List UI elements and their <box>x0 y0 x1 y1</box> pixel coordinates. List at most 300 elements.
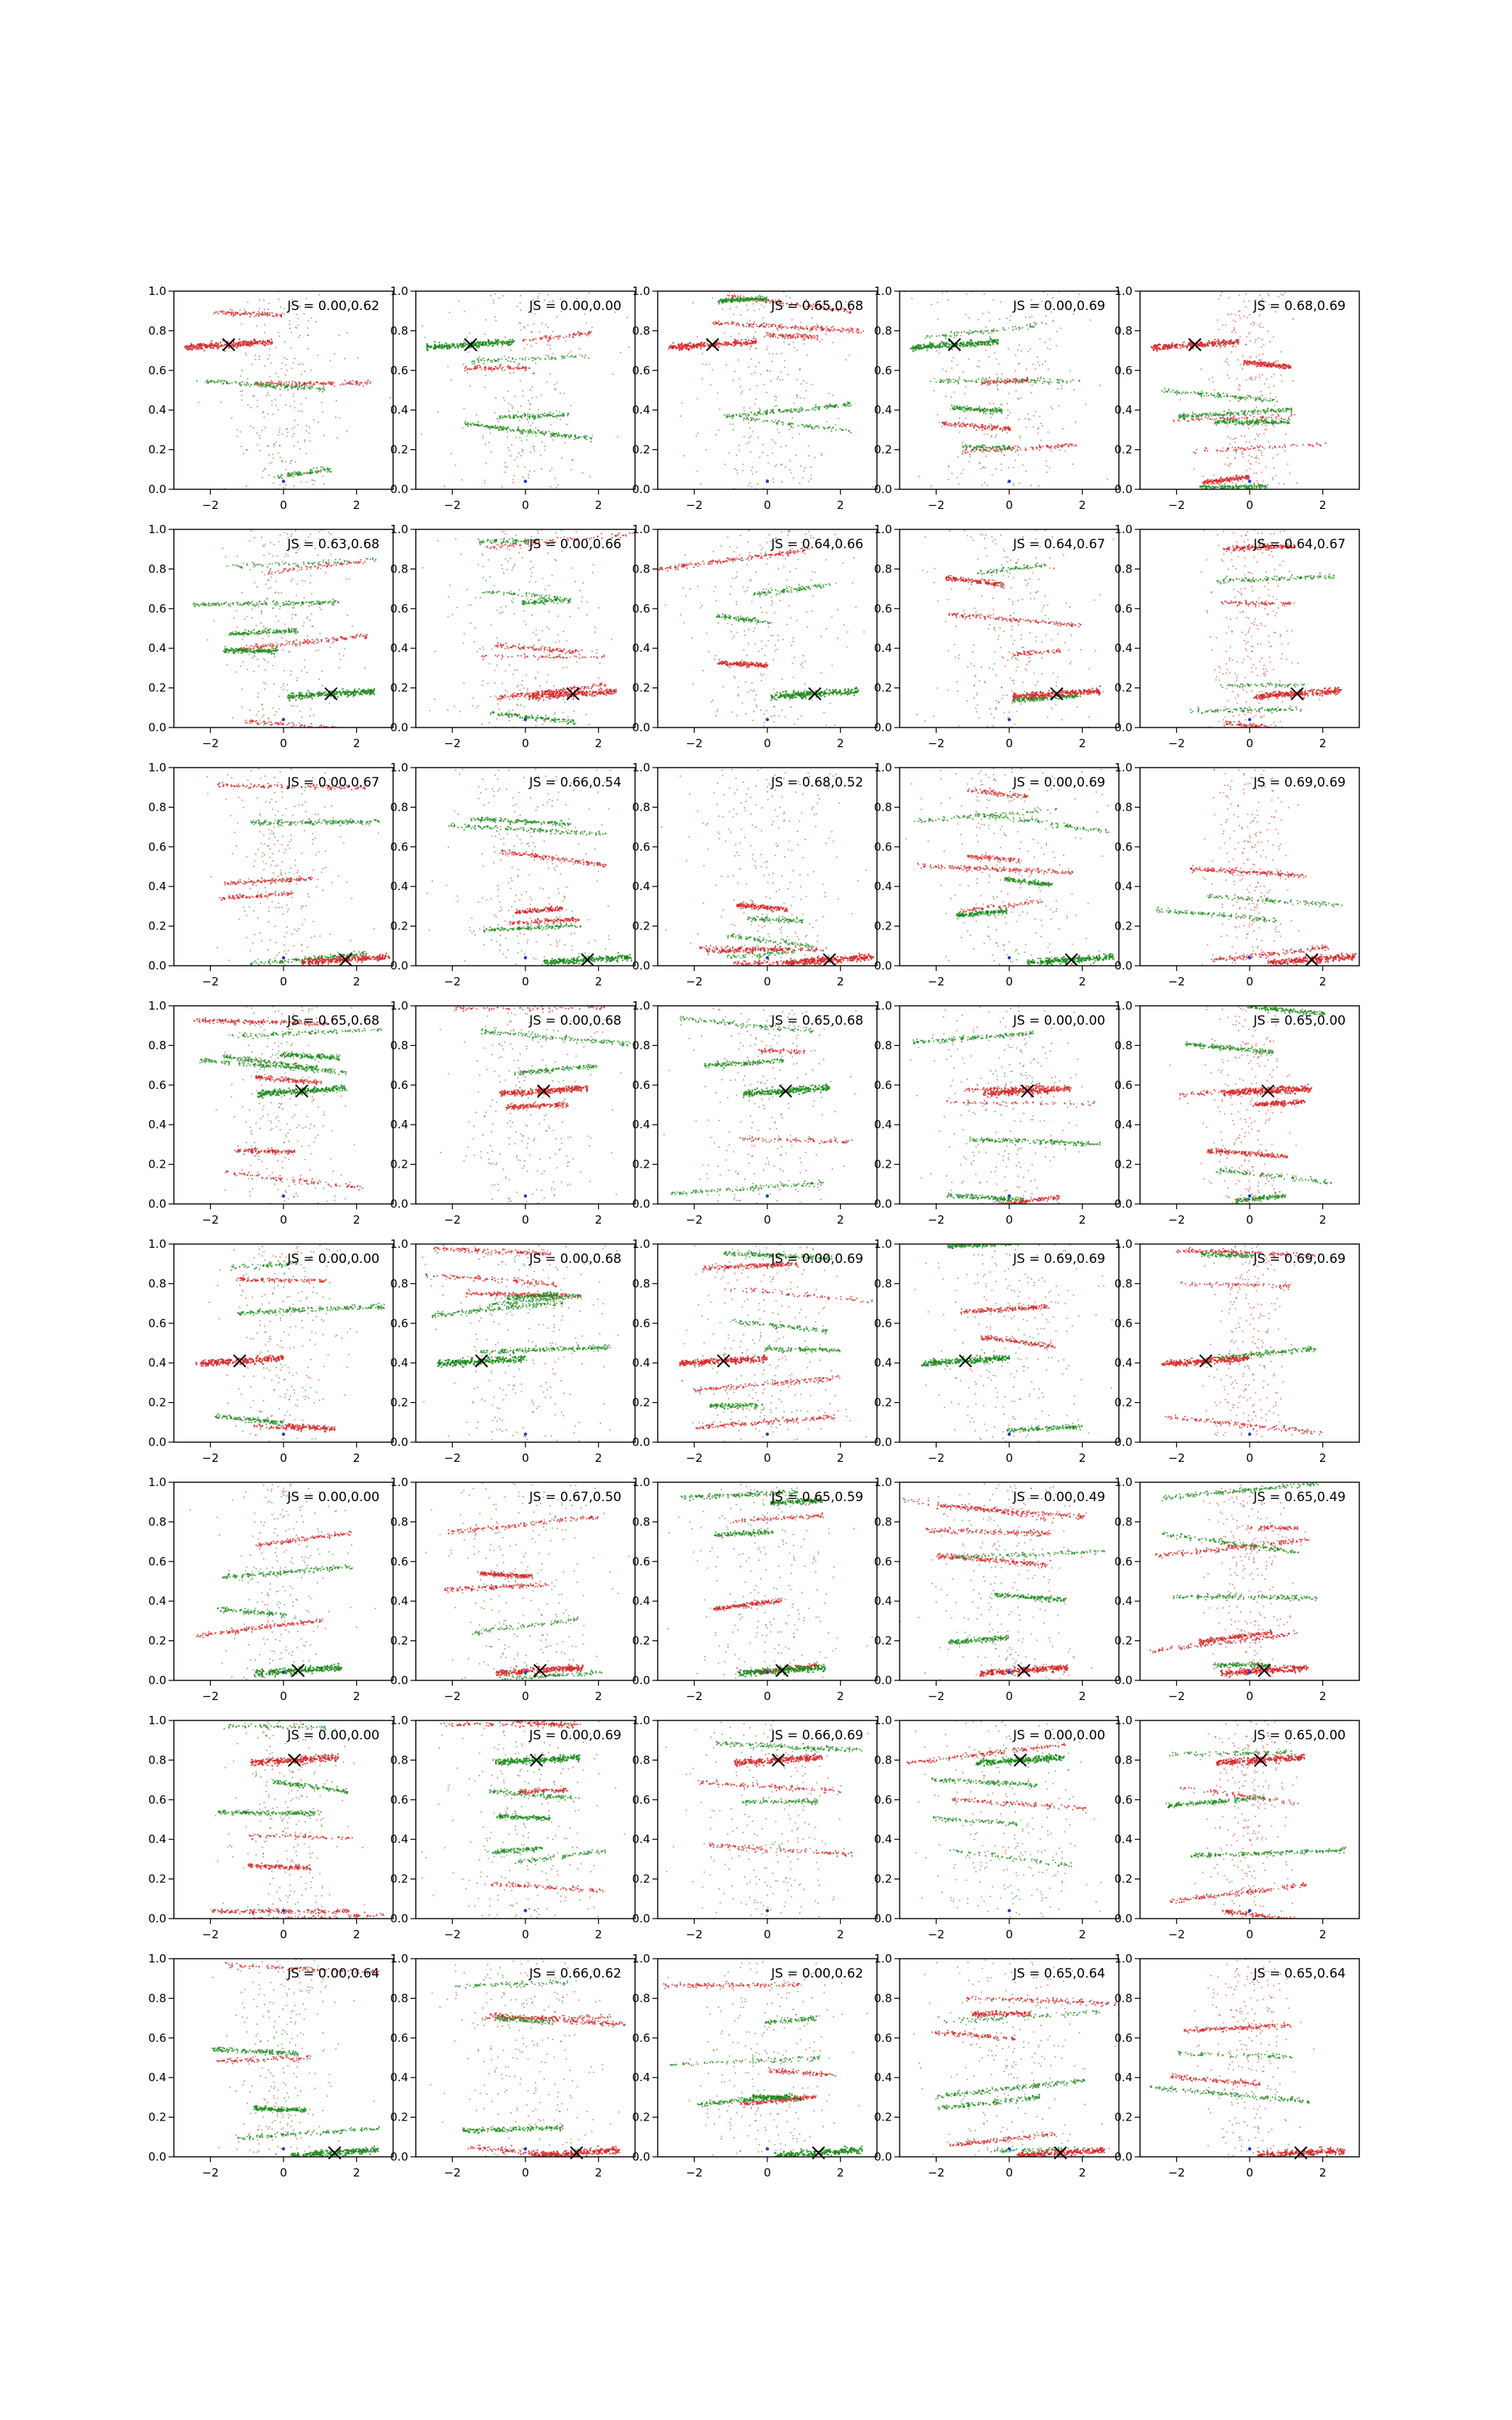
y-tick-label: 0.0 <box>148 1435 166 1449</box>
panel-r4-c4 <box>874 999 1119 1227</box>
axes-frame <box>900 1006 1119 1204</box>
small-dot <box>524 718 527 721</box>
axes-frame <box>658 1244 877 1442</box>
small-dot <box>1008 1194 1011 1197</box>
scatter-points <box>1161 1244 1322 1442</box>
x-tick-label: −2 <box>1168 1451 1185 1465</box>
x-tick-label: 2 <box>1319 1213 1327 1227</box>
x-tick-label: 0 <box>1246 1451 1253 1465</box>
x-tick-label: 0 <box>280 975 287 988</box>
scatter-points <box>430 1959 678 2161</box>
y-tick-label: 0.0 <box>1114 482 1132 496</box>
y-tick-label: 1.0 <box>148 1714 166 1727</box>
js-annotation: JS = 0.00,0.68 <box>528 1252 621 1267</box>
panel-r8-c4 <box>874 1952 1142 2180</box>
js-annotation: JS = 0.66,0.62 <box>528 1966 621 1981</box>
y-tick-label: 0.2 <box>1114 1158 1132 1171</box>
y-tick-label: 0.8 <box>1114 1753 1132 1767</box>
y-tick-label: 0.8 <box>148 1753 166 1767</box>
y-tick-label: 1.0 <box>1114 1475 1132 1489</box>
x-tick-label: −2 <box>928 1689 944 1703</box>
js-annotation: JS = 0.00,0.69 <box>770 1252 863 1267</box>
y-tick-label: 0.2 <box>390 443 408 457</box>
y-tick-label: 0.4 <box>874 880 892 893</box>
axes-frame <box>416 1959 635 2157</box>
js-annotation: JS = 0.65,0.59 <box>770 1490 863 1505</box>
y-tick-label: 0.4 <box>632 2071 650 2084</box>
scatter-points <box>663 1958 868 2161</box>
y-tick-label: 0.4 <box>632 641 650 655</box>
scatter-points <box>663 1005 881 1203</box>
y-tick-label: 0.4 <box>390 2071 408 2084</box>
panel-r6-c4 <box>874 1475 1119 1703</box>
y-tick-label: 0.2 <box>874 443 892 457</box>
y-tick-label: 0.4 <box>874 403 892 417</box>
x-tick-label: 0 <box>280 1928 287 1941</box>
y-tick-label: 1.0 <box>1114 1952 1132 1965</box>
y-tick-label: 0.4 <box>148 2071 166 2084</box>
x-tick-label: −2 <box>928 1928 944 1941</box>
scatter-points <box>1190 529 1342 734</box>
small-dot <box>1248 718 1251 721</box>
y-tick-label: 0.8 <box>874 1515 892 1528</box>
x-tick-label: −2 <box>202 975 218 988</box>
y-tick-label: 0.2 <box>874 1872 892 1886</box>
js-annotation: JS = 0.65,0.64 <box>1253 1966 1346 1981</box>
small-dot <box>524 2147 527 2150</box>
y-tick-label: 0.0 <box>1114 1197 1132 1211</box>
x-tick-label: −2 <box>1168 2166 1185 2180</box>
y-tick-label: 0.6 <box>148 2031 166 2045</box>
x-tick-label: 0 <box>522 737 529 750</box>
y-tick-label: 1.0 <box>874 1237 892 1251</box>
x-tick-label: 2 <box>595 1689 603 1703</box>
scatter-points <box>889 1240 1113 1442</box>
y-tick-label: 0.6 <box>874 840 892 854</box>
y-tick-label: 0.8 <box>390 1753 408 1767</box>
x-tick-label: 2 <box>353 1928 361 1941</box>
y-tick-label: 0.8 <box>1114 1038 1132 1052</box>
x-tick-label: 2 <box>353 1213 361 1227</box>
panel-r3-c5 <box>1114 761 1359 988</box>
small-dot <box>524 1909 527 1912</box>
y-tick-label: 0.0 <box>632 721 650 734</box>
panel-r1-c3 <box>632 284 877 512</box>
x-tick-label: 2 <box>1319 975 1327 988</box>
y-tick-label: 1.0 <box>874 1952 892 1965</box>
x-tick-label: 0 <box>764 1451 771 1465</box>
x-tick-label: 0 <box>1246 737 1253 750</box>
js-annotation: JS = 0.65,0.64 <box>1012 1966 1105 1981</box>
y-tick-label: 0.2 <box>874 681 892 695</box>
y-tick-label: 0.8 <box>874 1991 892 2005</box>
y-tick-label: 0.6 <box>390 1317 408 1330</box>
x-tick-label: 2 <box>353 1689 361 1703</box>
js-annotation: JS = 0.66,0.69 <box>770 1728 863 1743</box>
axes-frame <box>174 1720 393 1919</box>
y-tick-label: 1.0 <box>632 761 650 774</box>
x-tick-label: −2 <box>928 1451 944 1465</box>
y-tick-label: 0.6 <box>1114 840 1132 854</box>
js-annotation: JS = 0.67,0.50 <box>528 1490 621 1505</box>
y-tick-label: 0.0 <box>632 959 650 973</box>
x-tick-label: 0 <box>764 1213 771 1227</box>
y-tick-label: 0.8 <box>632 1038 650 1052</box>
y-tick-label: 0.4 <box>390 403 408 417</box>
small-dot <box>766 479 769 482</box>
y-tick-label: 0.8 <box>390 1277 408 1290</box>
x-tick-label: 0 <box>522 2166 529 2180</box>
x-tick-label: −2 <box>686 2166 702 2180</box>
x-tick-label: 2 <box>353 975 361 988</box>
y-tick-label: 0.0 <box>632 2150 650 2164</box>
y-tick-label: 0.8 <box>874 1277 892 1290</box>
small-dot <box>1248 1671 1251 1674</box>
small-dot <box>1248 2147 1251 2150</box>
x-tick-label: 0 <box>1005 1451 1013 1465</box>
x-tick-label: −2 <box>444 1689 460 1703</box>
panel-r6-c1 <box>148 1475 393 1703</box>
y-tick-label: 0.6 <box>148 1793 166 1807</box>
x-tick-label: 2 <box>1319 1451 1327 1465</box>
y-tick-label: 0.2 <box>148 443 166 457</box>
x-tick-label: 0 <box>1246 1689 1253 1703</box>
y-tick-label: 0.6 <box>1114 1078 1132 1092</box>
axes-frame <box>900 768 1119 966</box>
y-tick-label: 1.0 <box>390 284 408 298</box>
y-tick-label: 0.6 <box>1114 1793 1132 1807</box>
y-tick-label: 0.8 <box>148 1038 166 1052</box>
y-tick-label: 0.4 <box>148 1832 166 1846</box>
axes-frame <box>658 291 877 489</box>
panel-r2-c2 <box>390 523 654 750</box>
panel-r8-c5 <box>1114 1952 1359 2180</box>
x-tick-label: −2 <box>686 975 702 988</box>
y-tick-label: 1.0 <box>390 1952 408 1965</box>
y-tick-label: 0.8 <box>148 1277 166 1290</box>
y-tick-label: 0.0 <box>1114 959 1132 973</box>
axes-frame <box>658 1006 877 1204</box>
y-tick-label: 0.4 <box>390 641 408 655</box>
y-tick-label: 0.8 <box>1114 1991 1132 2005</box>
scatter-points <box>209 1959 380 2160</box>
x-tick-label: 0 <box>1005 1213 1013 1227</box>
y-tick-label: 0.4 <box>148 641 166 655</box>
small-dot <box>524 1671 527 1674</box>
y-tick-label: 0.4 <box>148 1356 166 1370</box>
axes-frame <box>1140 1720 1359 1919</box>
x-tick-label: −2 <box>1168 498 1185 512</box>
axes-frame <box>658 768 877 966</box>
y-tick-label: 0.2 <box>1114 2111 1132 2124</box>
y-tick-label: 1.0 <box>1114 1714 1132 1727</box>
x-tick-label: 0 <box>1005 2166 1013 2180</box>
y-tick-label: 1.0 <box>632 1475 650 1489</box>
panel-r2-c4 <box>874 523 1138 750</box>
y-tick-label: 0.8 <box>632 324 650 337</box>
y-tick-label: 0.0 <box>874 1674 892 1687</box>
x-tick-label: −2 <box>1168 1928 1185 1941</box>
x-tick-label: 0 <box>764 737 771 750</box>
y-tick-label: 0.0 <box>1114 1435 1132 1449</box>
small-dot <box>524 1432 527 1435</box>
axes-frame <box>900 1959 1119 2157</box>
js-annotation: JS = 0.00,0.00 <box>287 1252 380 1267</box>
y-tick-label: 0.8 <box>148 1515 166 1528</box>
js-annotation: JS = 0.00,0.00 <box>287 1490 380 1505</box>
small-dot <box>282 1432 285 1435</box>
y-tick-label: 0.8 <box>874 324 892 337</box>
scatter-points <box>910 1006 1101 1206</box>
y-tick-label: 0.0 <box>632 482 650 496</box>
y-tick-label: 0.6 <box>390 1793 408 1807</box>
y-tick-label: 0.6 <box>632 602 650 616</box>
y-tick-label: 0.6 <box>632 1317 650 1330</box>
small-dot <box>282 1671 285 1674</box>
x-tick-label: −2 <box>1168 1213 1185 1227</box>
y-tick-label: 1.0 <box>874 1714 892 1727</box>
x-tick-label: 0 <box>280 2166 287 2180</box>
x-tick-label: −2 <box>928 2166 944 2180</box>
x-tick-label: −2 <box>1168 737 1185 750</box>
js-annotation: JS = 0.00,0.49 <box>1012 1490 1105 1505</box>
y-tick-label: 0.2 <box>1114 1634 1132 1648</box>
y-tick-label: 0.0 <box>1114 2150 1132 2164</box>
y-tick-label: 0.6 <box>1114 1317 1132 1330</box>
y-tick-label: 0.8 <box>1114 800 1132 814</box>
y-tick-label: 1.0 <box>874 1475 892 1489</box>
panel-r3-c4 <box>874 761 1121 988</box>
small-dot <box>766 718 769 721</box>
y-tick-label: 0.4 <box>874 1356 892 1370</box>
js-annotation: JS = 0.00,0.62 <box>287 299 380 314</box>
y-tick-label: 0.0 <box>632 1674 650 1687</box>
js-annotation: JS = 0.00,0.69 <box>528 1728 621 1743</box>
y-tick-label: 1.0 <box>632 1952 650 1965</box>
y-tick-label: 0.8 <box>390 1038 408 1052</box>
x-tick-label: 2 <box>837 975 844 988</box>
x-tick-label: 0 <box>280 1451 287 1465</box>
panel-r8-c1 <box>148 1952 393 2180</box>
small-dot <box>1248 1432 1251 1435</box>
small-dot <box>282 1194 285 1197</box>
y-tick-label: 0.2 <box>1114 1396 1132 1410</box>
scatter-points <box>658 530 865 728</box>
y-tick-label: 0.6 <box>148 1555 166 1568</box>
js-annotation: JS = 0.63,0.68 <box>287 537 380 552</box>
small-dot <box>282 1909 285 1912</box>
js-annotation: JS = 0.65,0.49 <box>1253 1490 1346 1505</box>
axes-frame <box>900 529 1119 728</box>
y-tick-label: 1.0 <box>390 1714 408 1727</box>
y-tick-label: 0.6 <box>148 840 166 854</box>
y-tick-label: 0.4 <box>1114 880 1132 893</box>
scatter-points <box>654 290 874 489</box>
y-tick-label: 1.0 <box>390 1475 408 1489</box>
y-tick-label: 0.0 <box>390 482 408 496</box>
y-tick-label: 0.8 <box>632 1277 650 1290</box>
x-tick-label: 2 <box>837 498 844 512</box>
y-tick-label: 0.0 <box>148 1912 166 1925</box>
y-tick-label: 0.8 <box>632 1515 650 1528</box>
y-tick-label: 0.0 <box>148 2150 166 2164</box>
scatter-points <box>184 291 391 490</box>
x-tick-label: 0 <box>1246 975 1253 988</box>
x-tick-label: 2 <box>1079 1451 1086 1465</box>
y-tick-label: 0.4 <box>874 641 892 655</box>
y-tick-label: 0.2 <box>390 1158 408 1171</box>
y-tick-label: 0.8 <box>874 800 892 814</box>
panel-r5-c5 <box>1114 1237 1359 1465</box>
x-tick-label: 0 <box>764 498 771 512</box>
y-tick-label: 0.2 <box>148 681 166 695</box>
y-tick-label: 1.0 <box>148 284 166 298</box>
y-tick-label: 1.0 <box>148 1237 166 1251</box>
x-tick-label: 0 <box>1246 2166 1253 2180</box>
y-tick-label: 0.6 <box>148 1317 166 1330</box>
y-tick-label: 0.6 <box>632 1793 650 1807</box>
x-tick-label: −2 <box>928 1213 944 1227</box>
panel-r1-c1 <box>148 284 393 512</box>
y-tick-label: 1.0 <box>148 1475 166 1489</box>
y-tick-label: 0.8 <box>1114 1277 1132 1290</box>
y-tick-label: 0.4 <box>1114 1356 1132 1370</box>
axes-frame <box>658 1959 877 2157</box>
y-tick-label: 0.8 <box>390 800 408 814</box>
small-dot <box>1008 2147 1011 2150</box>
small-dot <box>1008 956 1011 959</box>
y-tick-label: 0.0 <box>632 1197 650 1211</box>
x-tick-label: 0 <box>1005 737 1013 750</box>
y-tick-label: 0.0 <box>874 1912 892 1925</box>
x-tick-label: 0 <box>1005 1689 1013 1703</box>
y-tick-label: 1.0 <box>632 1714 650 1727</box>
y-tick-label: 1.0 <box>632 523 650 536</box>
axes-frame <box>658 1720 877 1919</box>
y-tick-label: 1.0 <box>390 999 408 1013</box>
y-tick-label: 0.6 <box>874 602 892 616</box>
x-tick-label: −2 <box>928 975 944 988</box>
y-tick-label: 0.6 <box>632 364 650 377</box>
js-annotation: JS = 0.64,0.67 <box>1253 537 1346 552</box>
x-tick-label: 2 <box>595 2166 603 2180</box>
y-tick-label: 0.0 <box>148 959 166 973</box>
x-tick-label: −2 <box>444 975 460 988</box>
y-tick-label: 0.0 <box>874 482 892 496</box>
axes-frame <box>1140 1244 1359 1442</box>
scatter-points <box>885 529 1138 728</box>
x-tick-label: 2 <box>837 1928 844 1941</box>
y-tick-label: 0.4 <box>632 1594 650 1608</box>
y-tick-label: 0.4 <box>1114 2071 1132 2084</box>
panel-r5-c2 <box>390 1237 635 1465</box>
y-tick-label: 0.6 <box>148 364 166 377</box>
panel-r3-c2 <box>390 761 646 988</box>
y-tick-label: 0.2 <box>632 1634 650 1648</box>
y-tick-label: 0.2 <box>874 1634 892 1648</box>
scatter-points <box>679 1244 884 1443</box>
panel-r8-c2 <box>390 1952 677 2180</box>
y-tick-label: 1.0 <box>1114 523 1132 536</box>
panel-r7-c5 <box>1114 1714 1359 1941</box>
y-tick-label: 0.6 <box>148 602 166 616</box>
x-tick-label: −2 <box>444 498 460 512</box>
y-tick-label: 0.6 <box>874 1078 892 1092</box>
y-tick-label: 0.0 <box>874 721 892 734</box>
y-tick-label: 1.0 <box>632 284 650 298</box>
y-tick-label: 0.4 <box>874 1832 892 1846</box>
y-tick-label: 0.4 <box>632 1118 650 1131</box>
y-tick-label: 0.4 <box>1114 1832 1132 1846</box>
y-tick-label: 0.4 <box>874 2071 892 2084</box>
x-tick-label: 2 <box>595 1451 603 1465</box>
y-tick-label: 0.0 <box>874 1197 892 1211</box>
small-dot <box>282 718 285 721</box>
panel-r7-c1 <box>148 1714 393 1941</box>
y-tick-label: 0.4 <box>1114 1118 1132 1131</box>
x-tick-label: 2 <box>1319 1689 1327 1703</box>
y-tick-label: 0.4 <box>390 880 408 893</box>
y-tick-label: 1.0 <box>874 284 892 298</box>
scatter-points <box>193 529 383 734</box>
scatter-points <box>422 529 653 728</box>
x-tick-label: 2 <box>1079 1213 1086 1227</box>
y-tick-label: 0.8 <box>632 800 650 814</box>
y-tick-label: 0.4 <box>148 403 166 417</box>
y-tick-label: 0.2 <box>632 1872 650 1886</box>
x-tick-label: 0 <box>280 1213 287 1227</box>
y-tick-label: 0.6 <box>632 1555 650 1568</box>
y-tick-label: 0.6 <box>874 2031 892 2045</box>
js-annotation: JS = 0.00,0.68 <box>528 1013 621 1028</box>
panel-r1-c2 <box>366 284 647 512</box>
y-tick-label: 0.6 <box>632 2031 650 2045</box>
y-tick-label: 0.8 <box>1114 1515 1132 1528</box>
y-tick-label: 0.0 <box>390 1197 408 1211</box>
y-tick-label: 0.8 <box>390 324 408 337</box>
scatter-points <box>1156 767 1356 966</box>
x-tick-label: −2 <box>202 1451 218 1465</box>
y-tick-label: 0.4 <box>148 1594 166 1608</box>
small-dot <box>766 1194 769 1197</box>
y-tick-label: 0.6 <box>1114 1555 1132 1568</box>
x-tick-label: −2 <box>444 737 460 750</box>
js-annotation: JS = 0.69,0.69 <box>1253 1252 1346 1267</box>
y-tick-label: 1.0 <box>1114 999 1132 1013</box>
panel-r3-c3 <box>632 761 877 988</box>
y-tick-label: 0.2 <box>1114 920 1132 933</box>
x-tick-label: 0 <box>764 975 771 988</box>
x-tick-label: 0 <box>280 737 287 750</box>
scatter-points <box>665 1720 883 1919</box>
x-tick-label: 2 <box>837 2166 844 2180</box>
y-tick-label: 1.0 <box>390 1237 408 1251</box>
y-tick-label: 0.2 <box>632 443 650 457</box>
y-tick-label: 1.0 <box>874 523 892 536</box>
scatter-points <box>194 1005 383 1204</box>
y-tick-label: 0.2 <box>632 1158 650 1171</box>
y-tick-label: 1.0 <box>390 523 408 536</box>
y-tick-label: 0.0 <box>390 1912 408 1925</box>
y-tick-label: 0.0 <box>148 1674 166 1687</box>
x-tick-label: −2 <box>686 1928 702 1941</box>
axes-frame <box>174 529 393 728</box>
panel-r4-c3 <box>632 999 881 1227</box>
x-tick-label: −2 <box>686 498 702 512</box>
x-tick-label: 2 <box>1079 2166 1086 2180</box>
y-tick-label: 0.6 <box>390 2031 408 2045</box>
y-tick-label: 0.6 <box>390 1078 408 1092</box>
